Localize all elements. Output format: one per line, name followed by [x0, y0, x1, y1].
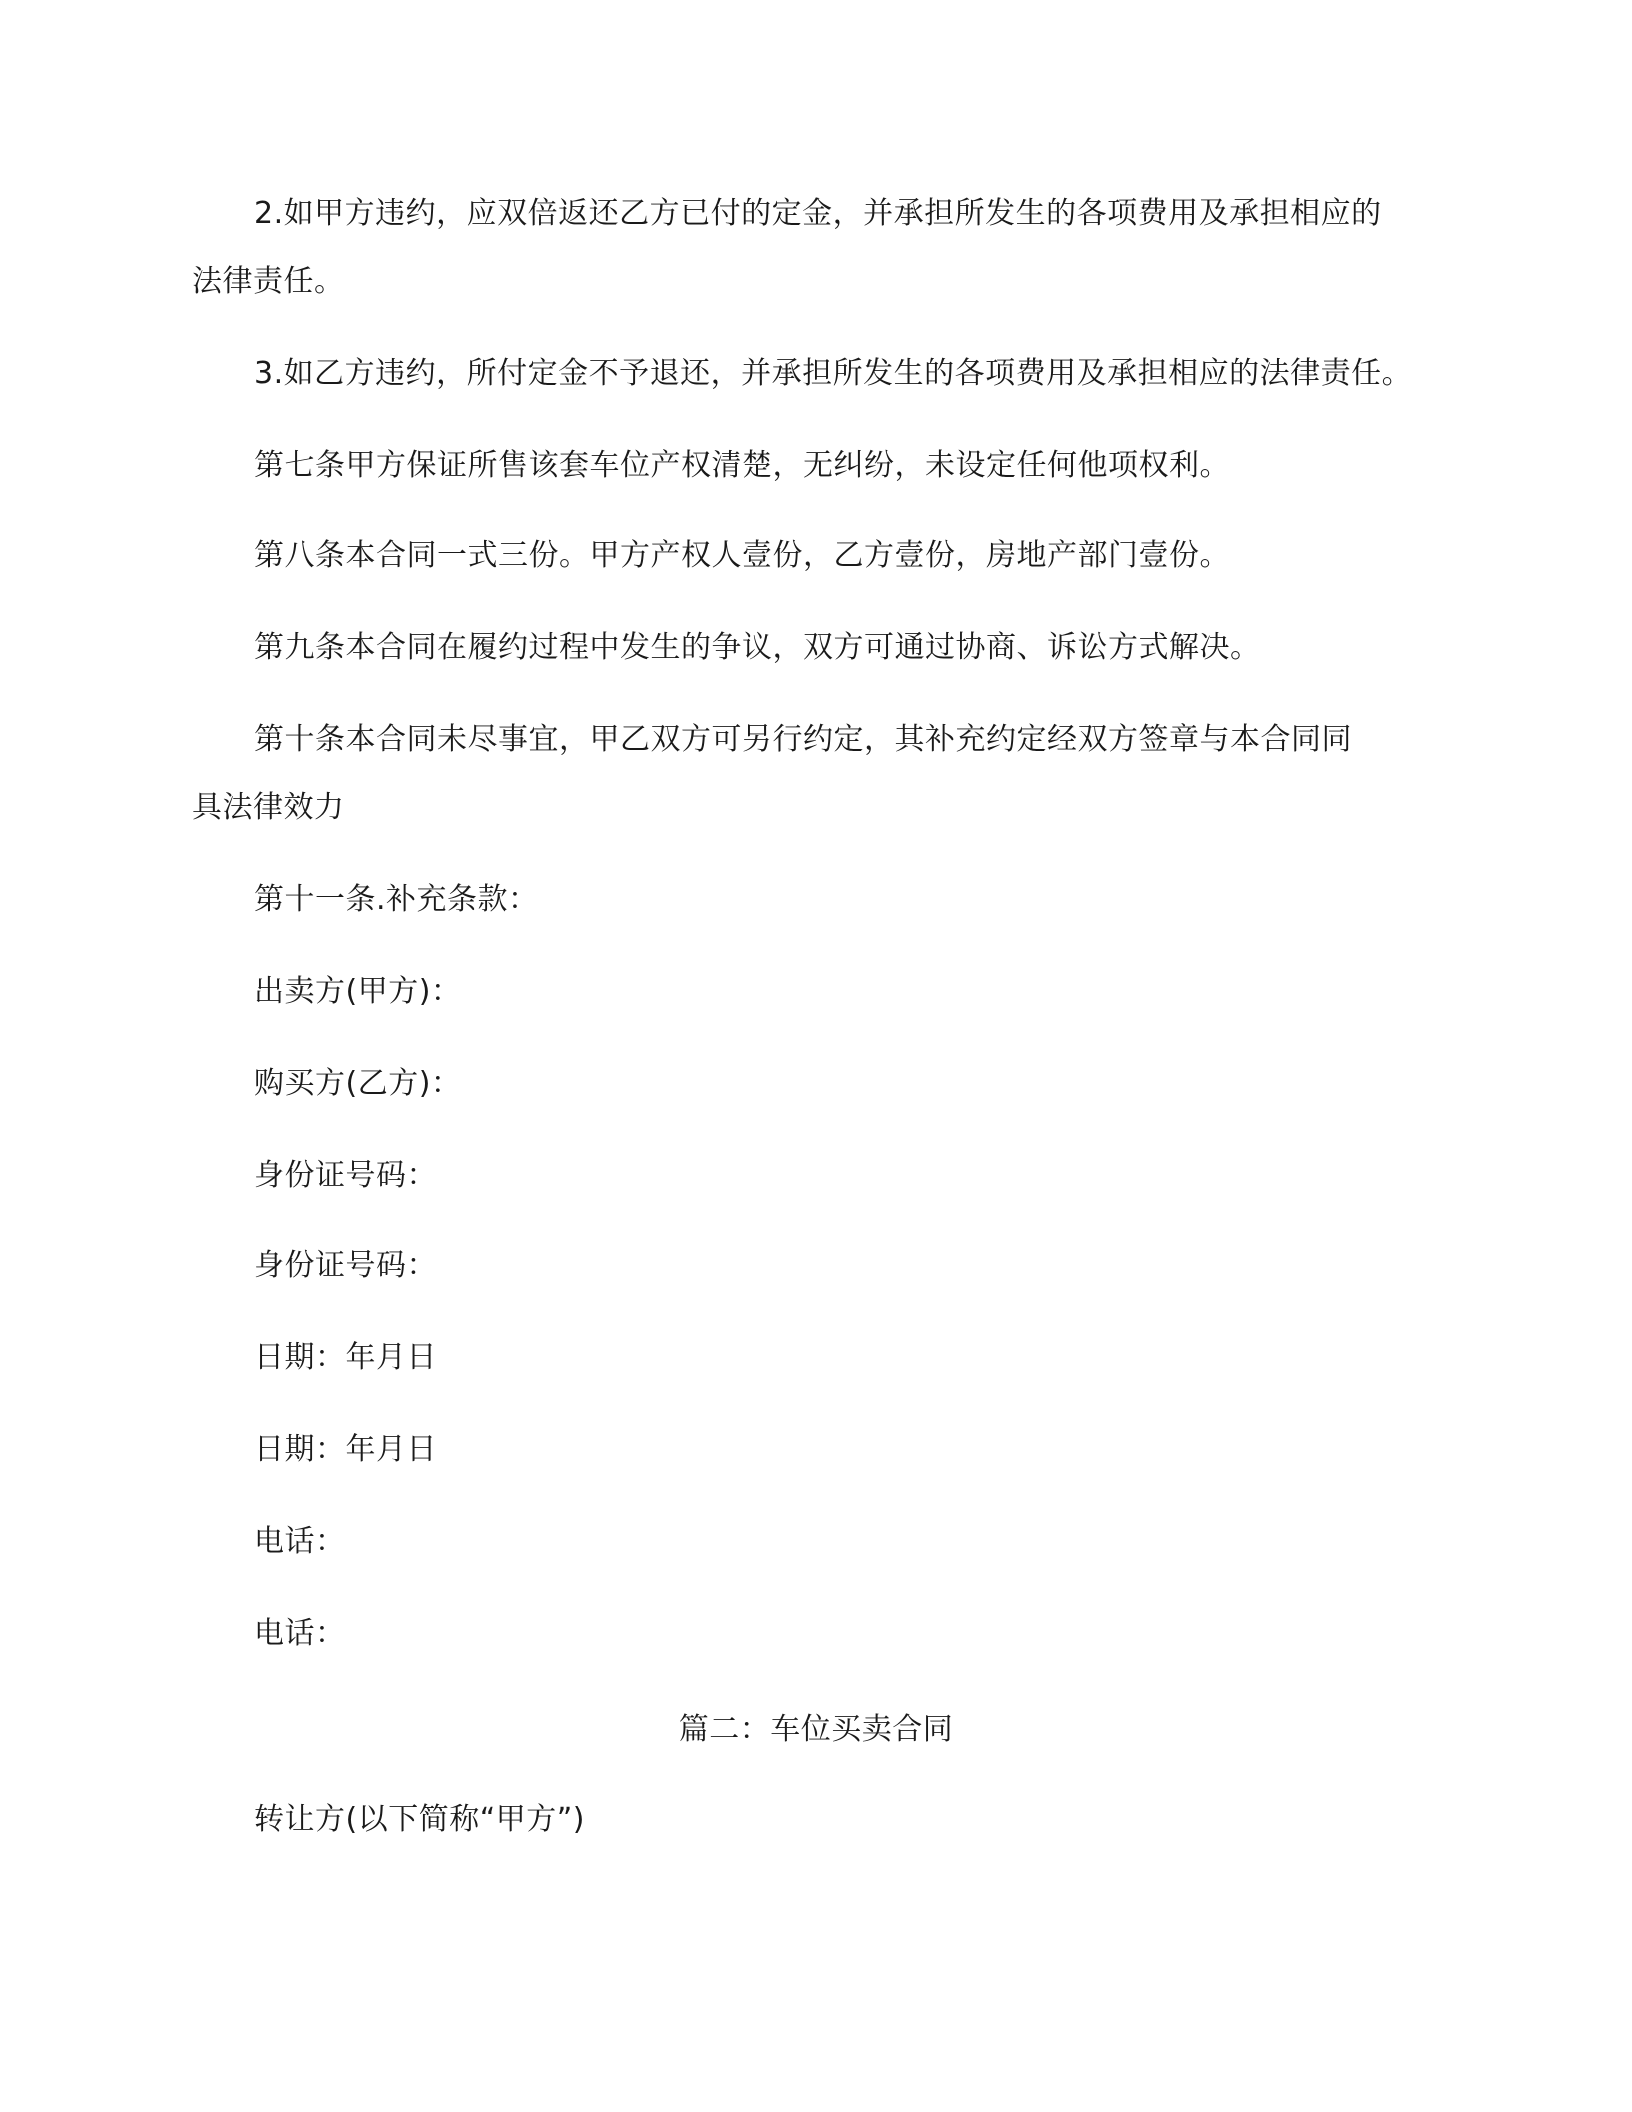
clause-party-a-breach — [192, 180, 1462, 316]
phone-label-2: 电话： — [254, 1616, 346, 1651]
id-number-label-2: 身份证号码： — [254, 1248, 437, 1283]
clause-party-a-breach-line1: 2.如甲方违约，应双倍返还乙方已付的定金，并承担所发生的各项费用及承担相应的 — [254, 196, 1382, 231]
article-11: 第十一条.补充条款： — [254, 882, 539, 917]
article-10 — [192, 706, 1462, 842]
article-10-line1: 第十条本合同未尽事宜，甲乙双方可另行约定，其补充约定经双方签章与本合同同 — [254, 722, 1352, 757]
article-10-line2: 具法律效力 — [192, 790, 345, 825]
clause-party-b-breach: 3.如乙方违约，所付定金不予退还，并承担所发生的各项费用及承担相应的法律责任。 — [254, 356, 1413, 391]
seller-label: 出卖方(甲方)： — [254, 974, 462, 1009]
transferor-label: 转让方(以下简称“甲方”) — [254, 1802, 585, 1837]
section-title: 篇二：车位买卖合同 — [678, 1712, 954, 1747]
date-label-1: 日期：年月日 — [254, 1340, 437, 1375]
date-label-2: 日期：年月日 — [254, 1432, 437, 1467]
id-number-label-1: 身份证号码： — [254, 1158, 437, 1193]
article-7: 第七条甲方保证所售该套车位产权清楚，无纠纷，未设定任何他项权利。 — [254, 448, 1230, 483]
buyer-label: 购买方(乙方)： — [254, 1066, 462, 1101]
article-9: 第九条本合同在履约过程中发生的争议，双方可通过协商、诉讼方式解决。 — [254, 630, 1261, 665]
phone-label-1: 电话： — [254, 1524, 346, 1559]
article-8: 第八条本合同一式三份。甲方产权人壹份，乙方壹份，房地产部门壹份。 — [254, 538, 1230, 573]
clause-party-a-breach-line2: 法律责任。 — [192, 264, 345, 299]
